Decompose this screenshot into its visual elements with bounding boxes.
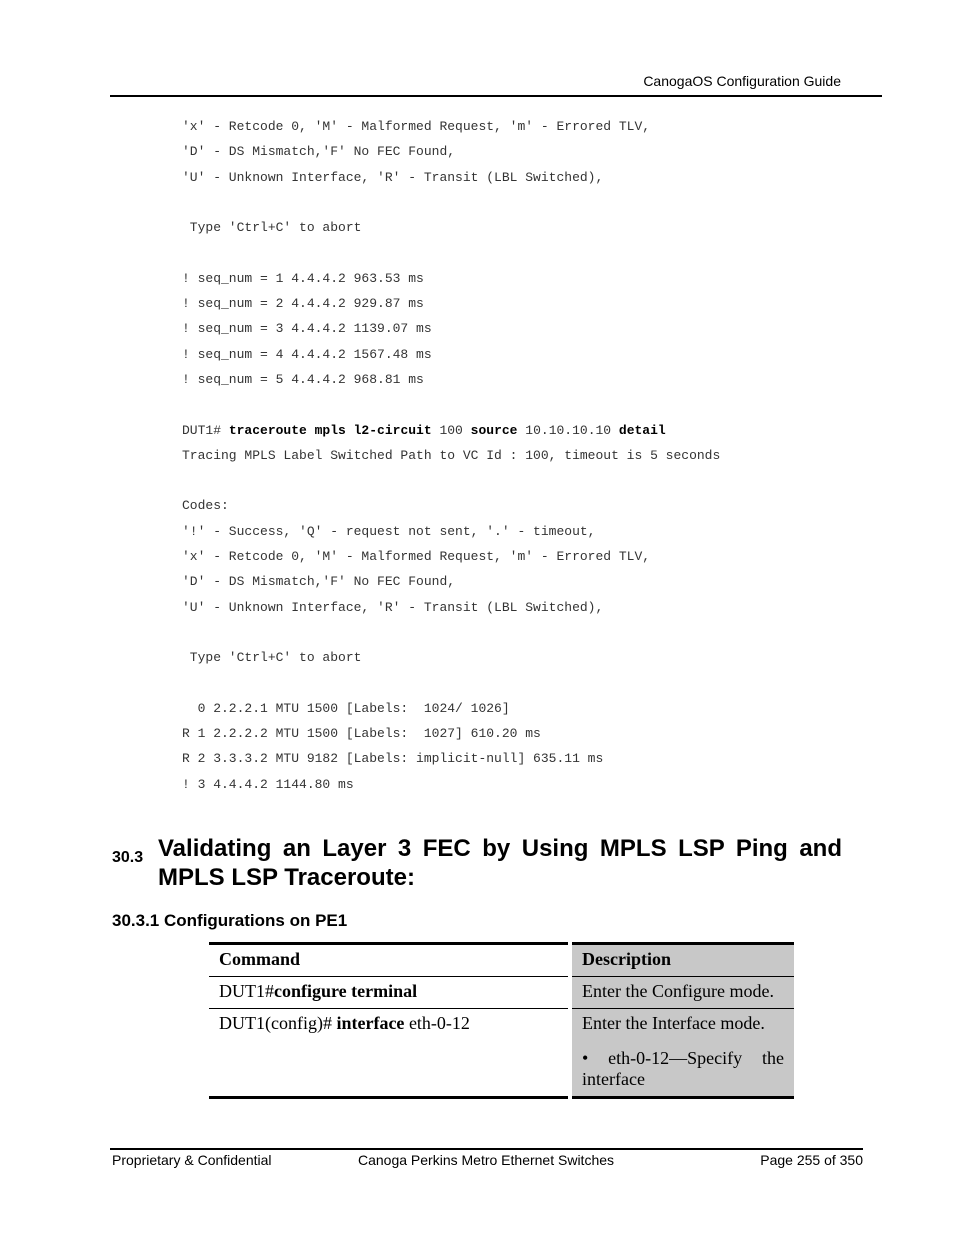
- code-line: 'x' - Retcode 0, 'M' - Malformed Request, 'm' - Errored TLV,: [182, 549, 651, 565]
- cli-keyword: detail: [618, 422, 666, 438]
- code-line: Tracing MPLS Label Switched Path to VC Id : 100, timeout is 5 seconds: [182, 447, 721, 463]
- command-prefix: DUT1#: [219, 981, 274, 1001]
- command-suffix: eth-0-12: [404, 1013, 470, 1033]
- subsection-heading: 30.3.1 Configurations on PE1: [112, 911, 348, 930]
- command-cell: [209, 977, 570, 1009]
- code-line: ! seq_num = 4 4.4.4.2 1567.48 ms: [182, 346, 432, 362]
- command-cell: [209, 1009, 570, 1098]
- column-header-description: Description: [570, 944, 794, 977]
- code-line: [182, 240, 720, 265]
- code-line: Codes:: [182, 498, 229, 514]
- code-line: ! seq_num = 5 4.4.4.2 968.81 ms: [182, 371, 424, 387]
- description-cell: [570, 977, 794, 1009]
- cli-prompt: DUT1#: [182, 422, 229, 438]
- running-header: CanogaOS Configuration Guide: [643, 73, 841, 89]
- code-line: [182, 620, 720, 645]
- code-line: R 1 2.2.2.2 MTU 1500 [Labels: 1027] 610.20 ms: [182, 726, 541, 742]
- table-row: [209, 1009, 794, 1098]
- command-table: [209, 942, 794, 1099]
- section-heading: [112, 834, 842, 892]
- header-rule: [110, 95, 882, 97]
- footer-page-number: Page 255 of 350: [760, 1152, 863, 1168]
- description-text: Enter the Interface mode.: [582, 1013, 765, 1033]
- command-keyword: configure terminal: [274, 981, 418, 1001]
- description-bullet: • eth-0-12—Specify the: [582, 1048, 784, 1068]
- cli-argument: 100: [431, 422, 471, 438]
- code-line: ! seq_num = 1 4.4.4.2 963.53 ms: [182, 270, 424, 286]
- code-line: 'D' - DS Mismatch,'F' No FEC Found,: [182, 574, 456, 590]
- footer-rule: [110, 1148, 863, 1150]
- cli-argument: 10.10.10.10: [517, 422, 619, 438]
- code-line: [182, 392, 720, 417]
- cli-keyword: source: [470, 422, 518, 438]
- section-number: 30.3: [112, 849, 144, 866]
- column-header-command: Command: [209, 944, 570, 977]
- code-line: ! seq_num = 2 4.4.4.2 929.87 ms: [182, 296, 424, 312]
- description-bullet-continuation: interface: [582, 1069, 645, 1089]
- code-line: 'U' - Unknown Interface, 'R' - Transit (LBL Switched),: [182, 169, 604, 185]
- code-line: ! seq_num = 3 4.4.4.2 1139.07 ms: [182, 321, 432, 337]
- code-line: R 2 3.3.3.2 MTU 9182 [Labels: implicit-null] 635.11 ms: [182, 751, 604, 767]
- table-row: [209, 977, 794, 1009]
- table-header-row: [209, 944, 794, 977]
- code-line: ! 3 4.4.4.2 1144.80 ms: [182, 776, 354, 792]
- cli-keyword: traceroute mpls l2-circuit: [228, 422, 432, 438]
- code-line: 'x' - Retcode 0, 'M' - Malformed Request, 'm' - Errored TLV,: [182, 119, 651, 134]
- code-line: [182, 671, 720, 696]
- code-line: '!' - Success, 'Q' - request not sent, '.' - timeout,: [182, 523, 596, 539]
- command-prefix: DUT1(config)#: [219, 1013, 337, 1033]
- code-line: 'U' - Unknown Interface, 'R' - Transit (LBL Switched),: [182, 599, 604, 615]
- traceroute-command-line: [182, 418, 720, 443]
- code-line: [182, 190, 720, 215]
- code-line: 'D' - DS Mismatch,'F' No FEC Found,: [182, 144, 456, 160]
- description-cell: [570, 1009, 794, 1098]
- footer-center: Canoga Perkins Metro Ethernet Switches: [358, 1152, 615, 1168]
- code-line: 0 2.2.2.1 MTU 1500 [Labels: 1024/ 1026]: [182, 700, 510, 716]
- code-line: Type 'Ctrl+C' to abort: [182, 220, 362, 236]
- command-keyword: interface: [336, 1013, 405, 1033]
- description-text: Enter the Configure mode.: [582, 981, 774, 1001]
- section-title: Validating an Layer 3 FEC by Using MPLS LSP Ping and MPLS LSP Traceroute:: [158, 835, 842, 891]
- code-line: [182, 468, 720, 493]
- footer-left: Proprietary & Confidential: [112, 1152, 272, 1168]
- code-line: Type 'Ctrl+C' to abort: [182, 650, 362, 666]
- cli-output-block: [182, 114, 720, 797]
